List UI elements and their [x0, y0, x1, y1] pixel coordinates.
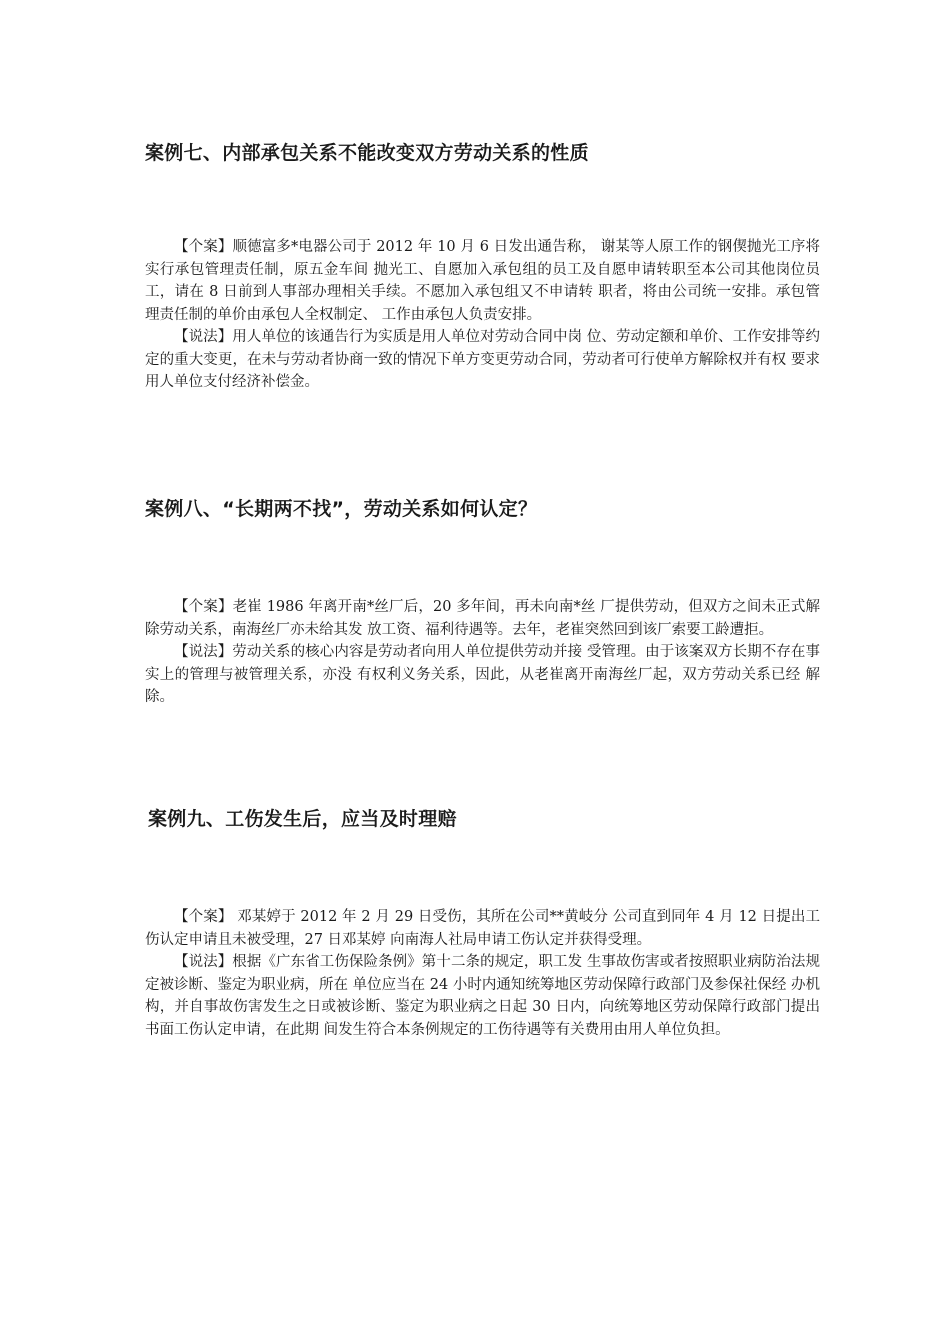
case-7-ruling-paragraph: 【说法】用人单位的该通告行为实质是用人单位对劳动合同中岗 位、劳动定额和单价、工作安排等约定的重大变更，在未与劳动者协商一致的情况下单方变更劳动合同，劳动者可行使单方解除权并有权 要求用人单位支付经济补偿金。: [145, 329, 820, 390]
case-8-body: [145, 596, 820, 709]
case-7-case-paragraph: 【个案】顺德富多*电器公司于 2012 年 10 月 6 日发出通告称， 谢某等人原工作的钢偰抛光工序将实行承包管理责任制，原五金车间 抛光工、自愿加入承包组的员工及自愿申请转职至本公司其他岗位员 工，请在 8 日前到人事部办理相关手续。不愿加入承包组又不申请转 职者，将由公司统一安排。承包管理责任制的单价由承包人全权制定、 工作由承包人负责安排。: [145, 239, 820, 323]
case-9-case-paragraph: 【个案】 邓某婷于 2012 年 2 月 29 日受伤，其所在公司**黄岐分 公司直到同年 4 月 12 日提出工伤认定申请且未被受理，27 日邓某婷 向南海人社局申请工伤认定并获得受理。: [145, 909, 820, 948]
case-7-title: 案例七、内部承包关系不能改变双方劳动关系的性质: [145, 142, 589, 164]
case-9-body: [145, 906, 820, 1041]
case-9-title: 案例九、工伤发生后，应当及时理赔: [148, 808, 457, 830]
case-8-ruling-paragraph: 【说法】劳动关系的核心内容是劳动者向用人单位提供劳动并接 受管理。由于该案双方长期不存在事实上的管理与被管理关系，亦没 有权利义务关系，因此，从老崔离开南海丝厂起，双方劳动关系已经 解除。: [145, 644, 820, 705]
case-8-title: 案例八、“长期两不找”，劳动关系如何认定？: [145, 498, 538, 520]
case-9-ruling-paragraph: 【说法】根据《广东省工伤保险条例》第十二条的规定，职工发 生事故伤害或者按照职业病防治法规定被诊断、鉴定为职业病，所在 单位应当在 24 小时内通知统筹地区劳动保障行政部门及参保社保经 办机构，并自事故伤害发生之日或被诊断、鉴定为职业病之日起 30 日内，向统筹地区劳动保障行政部门提出书面工伤认定申请，在此期 间发生符合本条例规定的工伤待遇等有关费用由用人单位负担。: [145, 954, 820, 1038]
case-7-body: [145, 236, 820, 394]
case-8-case-paragraph: 【个案】老崔 1986 年离开南*丝厂后，20 多年间，再未向南*丝 厂提供劳动，但双方之间未正式解除劳动关系，南海丝厂亦未给其发 放工资、福利待遇等。去年，老崔突然回到该厂索要工龄遭拒。: [145, 599, 820, 638]
